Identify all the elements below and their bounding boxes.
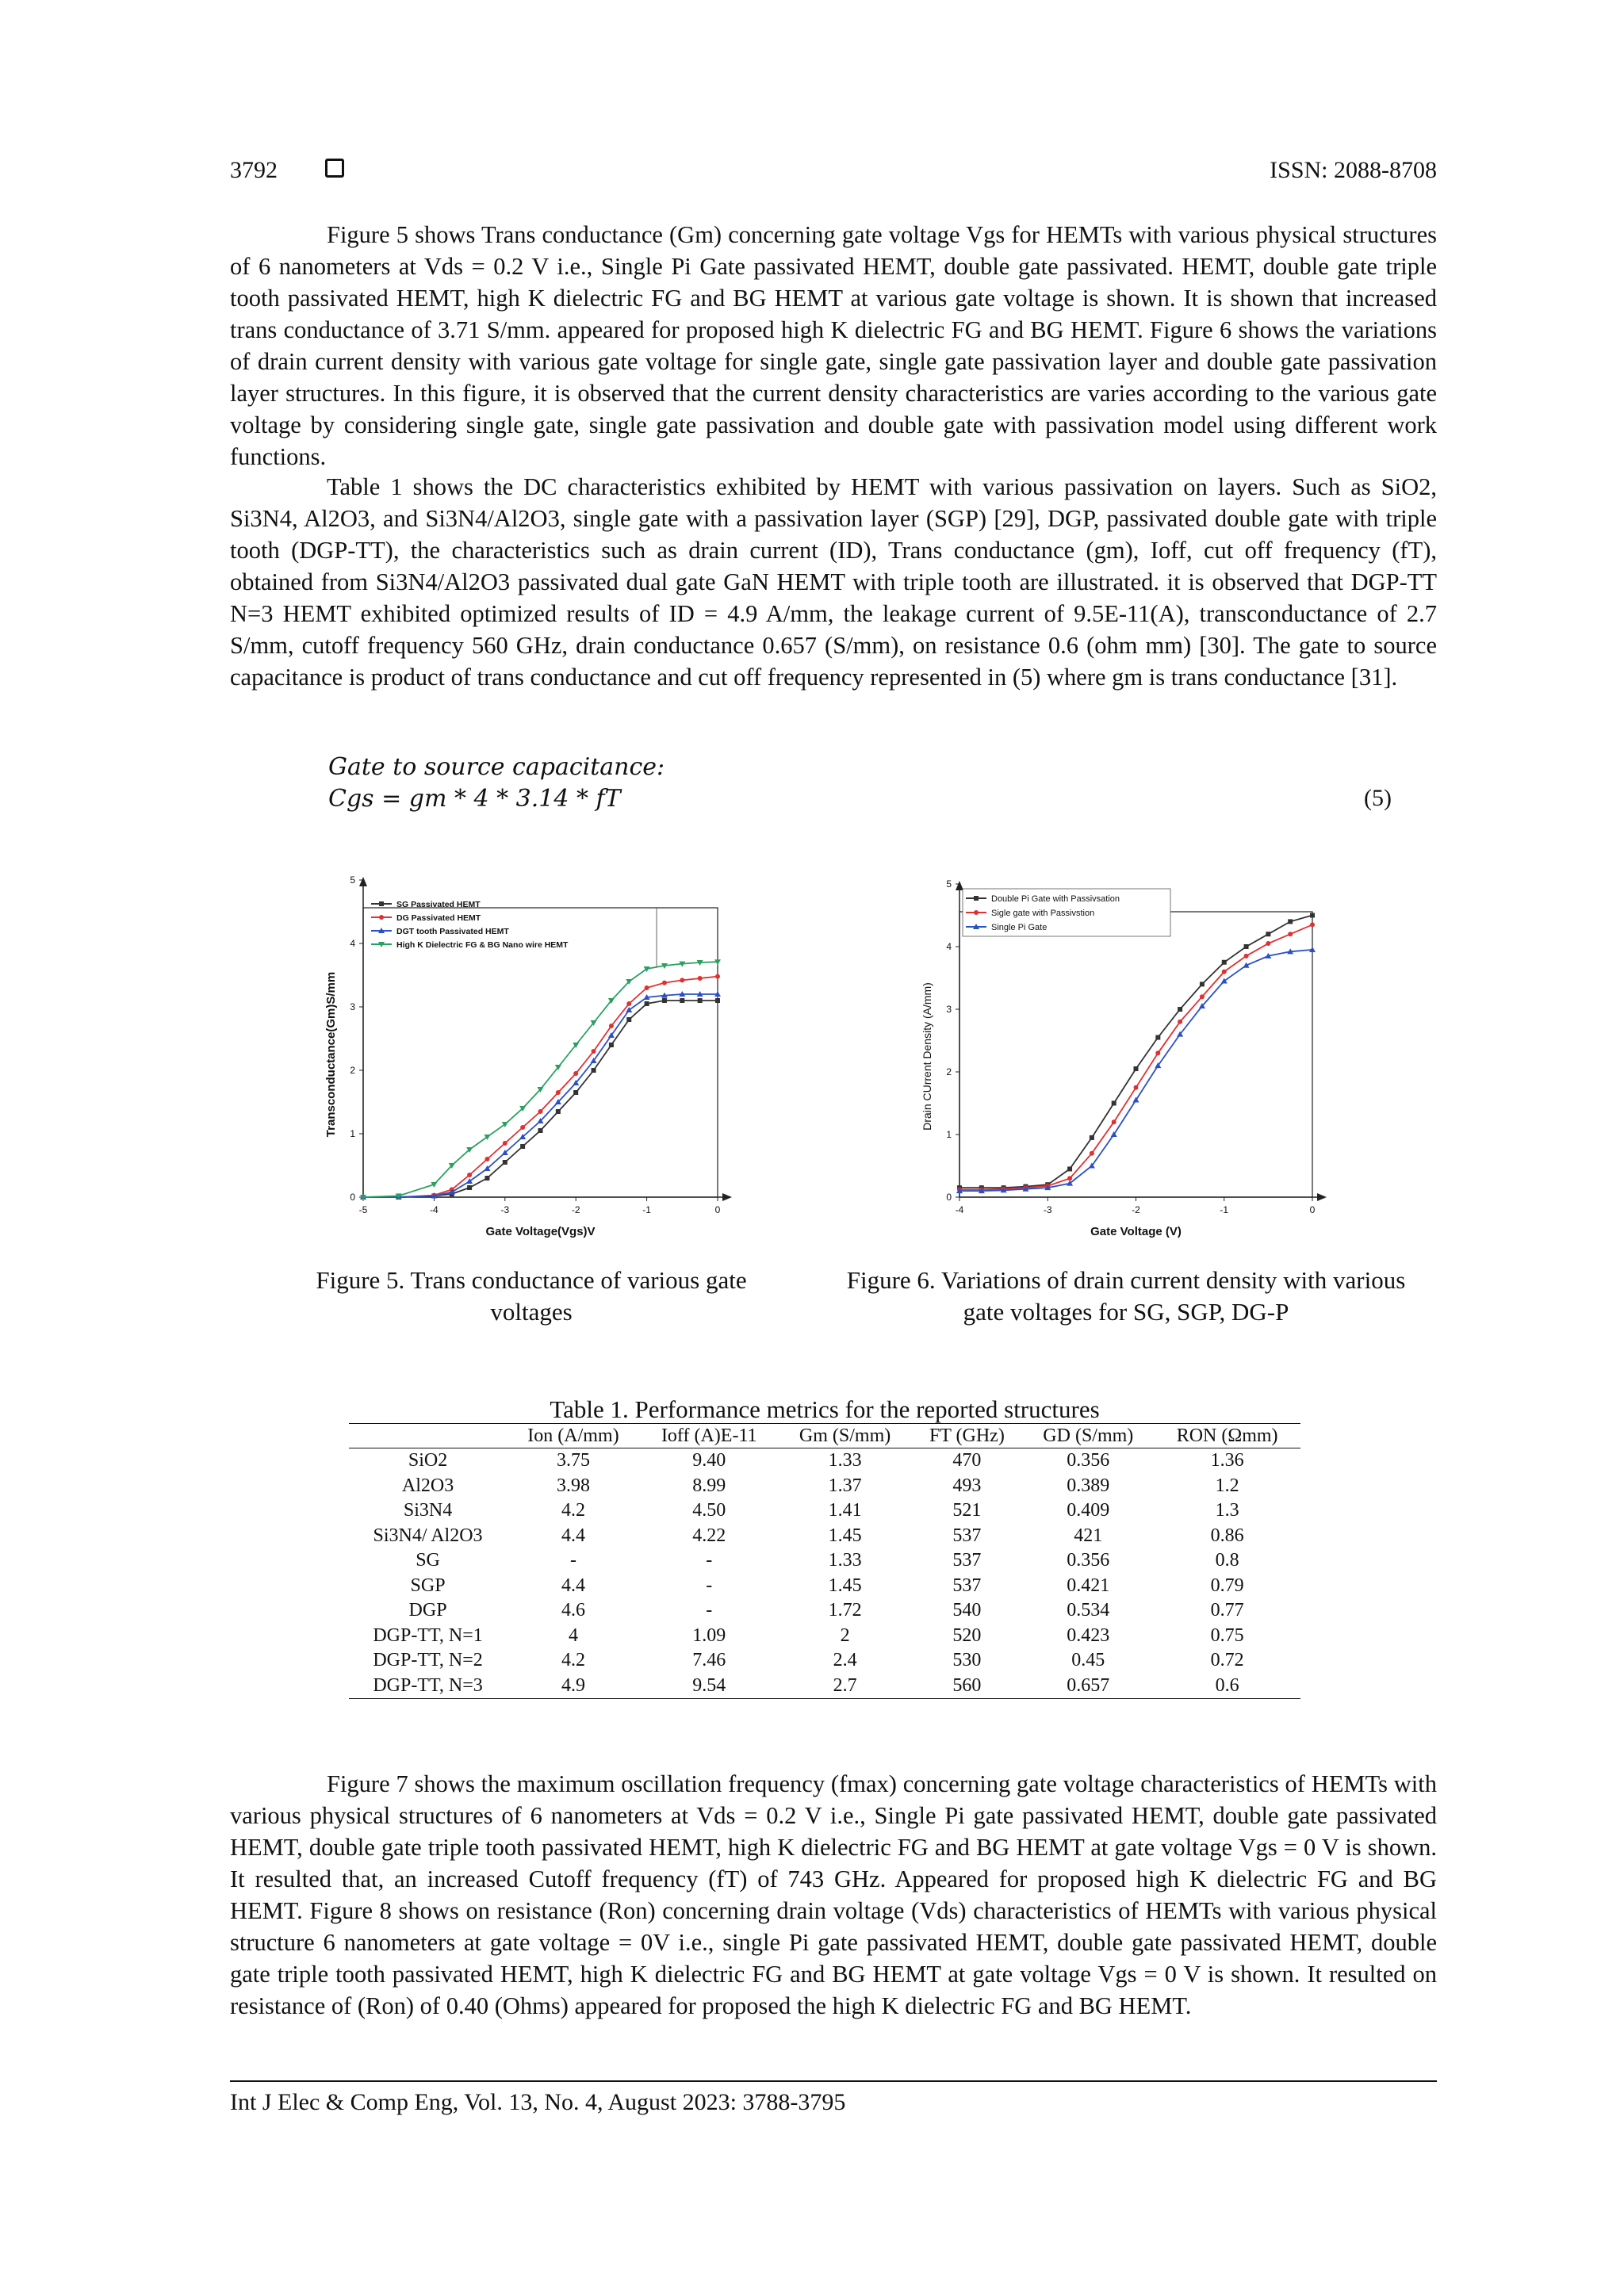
data-point	[609, 1043, 614, 1047]
y-tick-label: 4	[350, 938, 355, 949]
series-2	[360, 991, 721, 1200]
data-point	[1266, 932, 1270, 936]
table-cell: DGP-TT, N=1	[373, 1624, 483, 1646]
data-point	[1222, 970, 1227, 974]
table-cell: 1.45	[828, 1525, 862, 1546]
data-point	[1067, 1166, 1072, 1171]
data-point	[698, 998, 703, 1003]
data-point	[520, 1144, 525, 1149]
data-point	[1067, 1176, 1072, 1181]
paragraph-table1-description: Table 1 shows the DC characteristics exhibited by HEMT with various passivation on layers. Such as SiO2, Si3N4, Al2O3, and Si3N4/Al2O3, single gate with a passivation layer (SGP) [29], DGP, passivated double gate with triple tooth (DGP-TT), the characteristics such as drain current (ID), Trans conductance (gm), Ioff, cut off frequency (fT), obtained from Si3N4/Al2O3 passivated dual gate GaN HEMT with triple tooth are illustrated. it is observed that DGP-TT N=3 HEMT exhibited optimized results of ID = 4.9 A/mm, the leakage current of 9.5E-11(A), transconductance of 2.7 S/mm, cutoff frequency 560 GHz, drain conductance 0.657 (S/mm), on resistance 0.6 (ohm mm) [30]. The gate to source capacitance is product of trans conductance and cut off frequency represented in (5) where gm is trans conductance [31].	[230, 473, 1437, 691]
equation-formula: Cgs = gm * 4 * 3.14 * fT	[328, 785, 621, 813]
data-point	[1155, 1050, 1160, 1055]
data-point	[974, 896, 979, 901]
data-point	[1134, 1085, 1139, 1090]
table-cell: 540	[952, 1600, 982, 1621]
legend-label: DG Passivated HEMT	[396, 913, 481, 923]
data-point	[1090, 1135, 1094, 1140]
data-point	[1178, 1007, 1182, 1012]
table-cell: 8.99	[692, 1475, 726, 1496]
table-cell: 0.6	[1154, 1674, 1300, 1699]
table-row	[349, 1524, 1300, 1549]
data-point	[1178, 1020, 1182, 1024]
data-point	[626, 1001, 631, 1006]
table-row	[349, 1498, 1300, 1524]
x-tick-label: -3	[1043, 1204, 1052, 1215]
table-cell: 537	[952, 1550, 982, 1571]
data-point	[662, 981, 667, 985]
table-row	[349, 1448, 1300, 1474]
plot-frame	[959, 912, 1312, 1197]
table-cell: 1.41	[828, 1500, 862, 1521]
data-point	[609, 1024, 614, 1028]
x-axis-arrow-icon	[1317, 1193, 1327, 1201]
table-cell: 2.7	[779, 1674, 912, 1699]
table-row	[349, 1624, 1300, 1649]
y-axis-label: Transconductance(Gm)S/mm	[324, 971, 338, 1138]
series-line	[959, 916, 1312, 1188]
data-point	[1244, 944, 1249, 949]
legend-label: SG Passivated HEMT	[396, 900, 481, 909]
table-cell: 4.4	[561, 1575, 585, 1596]
table-cell: 4.4	[561, 1525, 585, 1546]
data-point	[520, 1125, 525, 1130]
data-point	[1244, 954, 1249, 959]
table-cell: 0.8	[1215, 1550, 1239, 1571]
data-point	[538, 1128, 543, 1133]
y-tick-label: 2	[350, 1065, 355, 1076]
x-tick-label: 0	[714, 1204, 721, 1215]
table-cell: 7.46	[692, 1650, 726, 1670]
data-point	[680, 978, 684, 982]
table-cell: SGP	[410, 1575, 446, 1596]
data-point	[1288, 932, 1293, 936]
table-row	[349, 1648, 1300, 1674]
table-header-cell: Ion (A/mm)	[507, 1424, 640, 1448]
table-cell: 0.389	[1067, 1475, 1110, 1496]
table-cell: 1.72	[828, 1600, 862, 1621]
table-cell: 537	[952, 1525, 982, 1546]
y-tick-label: 1	[946, 1129, 952, 1140]
data-point	[715, 974, 720, 979]
data-point	[645, 1001, 649, 1006]
table-cell: DGP	[408, 1600, 447, 1621]
table-cell: 3.98	[556, 1475, 590, 1496]
data-point	[1090, 1151, 1094, 1156]
series-1	[957, 922, 1315, 1192]
y-tick-label: 0	[946, 1192, 952, 1203]
data-point	[503, 1160, 508, 1165]
table-cell: 1.33	[828, 1550, 862, 1571]
table-cell: 421	[1074, 1525, 1103, 1546]
table-row	[349, 1574, 1300, 1599]
x-tick-label: -1	[642, 1204, 651, 1215]
data-point	[974, 910, 979, 915]
table-cell: 3.75	[556, 1450, 590, 1471]
table-cell: 537	[952, 1575, 982, 1596]
table-cell: 0.534	[1067, 1600, 1110, 1621]
x-tick-label: -1	[1220, 1204, 1229, 1215]
table-cell: 4	[568, 1624, 578, 1646]
y-axis-arrow-icon	[956, 881, 963, 890]
table-cell: 0.45	[1071, 1650, 1105, 1670]
data-point	[1222, 960, 1227, 965]
table-cell: 1.45	[828, 1575, 862, 1596]
table-cell: 0.421	[1067, 1575, 1110, 1596]
data-point	[573, 1090, 578, 1095]
y-axis-label: Drain CUrrent Density (A/mm)	[921, 982, 933, 1131]
table-cell: 530	[952, 1650, 982, 1670]
table-cell: 560	[911, 1674, 1022, 1699]
table-cell: 1.33	[828, 1450, 862, 1471]
table-cell: 9.54	[640, 1674, 779, 1699]
journal-issn: ISSN: 2088-8708	[1270, 157, 1437, 183]
data-point	[467, 1185, 472, 1190]
table-cell: Si3N4/ Al2O3	[373, 1525, 483, 1546]
table-cell: -	[569, 1550, 576, 1571]
x-axis-label: Gate Voltage (V)	[1090, 1225, 1182, 1238]
table-cell: 0.79	[1210, 1575, 1244, 1596]
y-axis-arrow-icon	[359, 877, 367, 886]
series-line	[959, 924, 1312, 1189]
figure-6-drain-current-chart	[912, 876, 1340, 1249]
table-cell: 470	[952, 1450, 982, 1471]
table-cell: -	[706, 1600, 713, 1621]
footer-rule	[230, 2080, 1437, 2082]
x-tick-label: -5	[358, 1204, 368, 1215]
table-cell: 4.50	[692, 1500, 726, 1521]
x-tick-label: -4	[955, 1204, 964, 1215]
table-row	[349, 1674, 1300, 1699]
figure-5-caption: Figure 5. Trans conductance of various gate voltages	[316, 1266, 747, 1326]
table-cell: 4.6	[561, 1600, 585, 1621]
table-cell: Si3N4	[403, 1500, 453, 1521]
series-0	[361, 998, 720, 1200]
y-tick-label: 1	[350, 1128, 355, 1139]
chart-legend	[963, 889, 1170, 936]
series-line	[363, 994, 718, 1197]
data-point	[626, 1017, 631, 1022]
data-point	[1200, 994, 1205, 999]
legend-label: Double Pi Gate with Passivsation	[991, 894, 1120, 904]
table-cell: 0.423	[1067, 1624, 1110, 1646]
equation-number: (5)	[1364, 785, 1392, 811]
data-point	[1310, 913, 1315, 918]
table-cell: 521	[952, 1500, 982, 1521]
table-cell: 4.2	[561, 1500, 585, 1521]
table-cell: -	[706, 1550, 713, 1571]
table-cell: 0.356	[1067, 1550, 1110, 1571]
data-point	[715, 998, 720, 1003]
table-cell: 2.4	[833, 1650, 857, 1670]
table-1-title: Table 1. Performance metrics for the reported structures	[550, 1395, 1100, 1423]
data-point	[1310, 922, 1315, 927]
series-1	[361, 974, 720, 1200]
legend-label: High K Dielectric FG & BG Nano wire HEMT	[396, 940, 569, 950]
y-tick-label: 4	[946, 941, 952, 952]
table-header-cell: FT (GHz)	[911, 1424, 1022, 1448]
series-line	[363, 977, 718, 1197]
data-point	[379, 915, 384, 920]
table-cell: 0.75	[1210, 1624, 1244, 1646]
data-point	[645, 985, 649, 990]
data-point	[556, 1109, 561, 1114]
table-cell: 4.22	[692, 1525, 726, 1546]
page-number: 3792	[230, 157, 278, 183]
table-cell: 0.72	[1210, 1650, 1244, 1670]
series-0	[957, 913, 1315, 1191]
paragraph-figure5-description: Figure 5 shows Trans conductance (Gm) concerning gate voltage Vgs for HEMTs with various physical structures of 6 nanometers at Vds = 0.2 V i.e., Single Pi Gate passivated HEMT, double gate passivated. HEMT, double gate triple tooth passivated HEMT, high K dielectric FG and BG HEMT at various gate voltage is shown. It is shown that increased trans conductance of 3.71 S/mm. appeared for proposed high K dielectric FG and BG HEMT. Figure 6 shows the variations of drain current density with various gate voltage for single gate, single gate passivation layer and double gate passivation layer structures. In this figure, it is observed that the current density characteristics are varies according to the various gate voltage by considering single gate, single gate passivation and double gate with passivation model using different work functions.	[230, 221, 1437, 470]
table-1-performance-metrics	[349, 1423, 1300, 1699]
table-cell: 1.09	[692, 1624, 726, 1646]
x-axis-label: Gate Voltage(Vgs)V	[485, 1225, 596, 1238]
table-row	[349, 1548, 1300, 1574]
table-cell: 0.409	[1067, 1500, 1110, 1521]
table-cell: -	[706, 1575, 713, 1596]
legend-label: Single Pi Gate	[991, 923, 1048, 932]
data-point	[1112, 1119, 1116, 1124]
table-cell: 1.3	[1215, 1500, 1239, 1521]
y-tick-label: 5	[946, 878, 952, 890]
table-cell: 1.2	[1215, 1475, 1239, 1496]
data-point	[1266, 941, 1270, 946]
data-point	[1200, 982, 1205, 986]
table-cell: 1.36	[1210, 1450, 1244, 1471]
x-tick-label: -4	[430, 1204, 439, 1215]
data-point	[503, 1141, 508, 1146]
table-cell: 9.40	[692, 1450, 726, 1471]
table-cell: 0.657	[1022, 1674, 1154, 1699]
legend-label: Sigle gate with Passivstion	[991, 909, 1095, 918]
x-axis-arrow-icon	[722, 1193, 732, 1201]
y-tick-label: 2	[946, 1066, 952, 1077]
x-tick-label: -3	[500, 1204, 510, 1215]
table-header-cell: Gm (S/mm)	[779, 1424, 912, 1448]
data-point	[485, 1157, 489, 1161]
data-point	[573, 1071, 578, 1076]
figure-6-caption: Figure 6. Variations of drain current density with various gate voltages for SG, SGP, DG-P	[846, 1266, 1406, 1326]
data-point	[1134, 1066, 1139, 1071]
data-point	[592, 1049, 596, 1054]
data-point	[592, 1068, 596, 1073]
table-cell: 4.2	[561, 1650, 585, 1670]
x-tick-label: -2	[571, 1204, 580, 1215]
table-header-row	[349, 1424, 1300, 1448]
x-tick-label: -2	[1132, 1204, 1140, 1215]
y-tick-label: 0	[350, 1192, 355, 1203]
data-point	[1288, 919, 1293, 924]
table-cell: 493	[952, 1475, 982, 1496]
series-line	[363, 1001, 718, 1197]
table-cell: 2	[840, 1624, 850, 1646]
table-cell: 0.86	[1210, 1525, 1244, 1546]
footer-citation: Int J Elec & Comp Eng, Vol. 13, No. 4, August 2023: 3788-3795	[230, 2089, 846, 2115]
table-header-cell: GD (S/mm)	[1022, 1424, 1154, 1448]
table-header-cell: RON (Ωmm)	[1154, 1424, 1300, 1448]
data-point	[538, 1109, 543, 1114]
plot-frame	[363, 908, 718, 1197]
data-point	[467, 1173, 472, 1177]
data-point	[662, 998, 667, 1003]
y-tick-label: 3	[946, 1004, 952, 1015]
data-point	[379, 901, 384, 906]
table-row	[349, 1598, 1300, 1624]
table-cell: 0.77	[1210, 1600, 1244, 1621]
x-tick-label: 0	[1309, 1204, 1316, 1215]
table-cell: SiO2	[408, 1450, 448, 1471]
data-point	[1155, 1035, 1160, 1040]
equation-label: Gate to source capacitance:	[328, 753, 665, 781]
table-cell: 0.356	[1067, 1450, 1110, 1471]
table-cell: DGP-TT, N=3	[349, 1674, 507, 1699]
checkbox-square-icon	[325, 159, 344, 178]
table-header-cell: Ioff (A)E-11	[640, 1424, 779, 1448]
table-cell: 520	[952, 1624, 982, 1646]
table-cell: DGP-TT, N=2	[373, 1650, 483, 1670]
table-row	[349, 1474, 1300, 1499]
data-point	[1112, 1101, 1116, 1106]
paragraph-figure7-8-description: Figure 7 shows the maximum oscillation frequency (fmax) concerning gate voltage characteristics of HEMTs with various physical structures of 6 nanometers at Vds = 0.2 V i.e., Single Pi gate passivated HEMT, double gate passivated HEMT, double gate triple tooth passivated HEMT, high K dielectric FG and BG HEMT at gate voltage Vgs = 0 V is shown. It resulted that, an increased Cutoff frequency (fT) of 743 GHz. Appeared for proposed high K dielectric FG and BG HEMT. Figure 8 shows on resistance (Ron) concerning drain voltage (Vds) characteristics of HEMTs with various physical structure 6 nanometers at gate voltage = 0V i.e., single Pi gate passivated HEMT, double gate passivated HEMT, double gate triple tooth passivated HEMT, high K dielectric FG and BG HEMT at gate voltage Vgs = 0 V is shown. It resulted on resistance of (Ron) of 0.40 (Ohms) appeared for proposed the high K dielectric FG and BG HEMT.	[230, 1770, 1437, 2019]
table-header-cell	[349, 1424, 507, 1448]
data-point	[485, 1176, 489, 1181]
data-point	[556, 1090, 561, 1095]
data-point	[680, 998, 684, 1003]
table-cell: 1.37	[828, 1475, 862, 1496]
figure-5-transconductance-chart	[317, 872, 745, 1253]
y-tick-label: 5	[350, 874, 355, 886]
y-tick-label: 3	[350, 1001, 355, 1012]
data-point	[698, 976, 703, 981]
table-cell: 4.9	[507, 1674, 640, 1699]
legend-label: DGT tooth Passivated HEMT	[396, 927, 509, 936]
table-cell: SG	[416, 1550, 440, 1571]
table-cell: Al2O3	[401, 1475, 454, 1496]
